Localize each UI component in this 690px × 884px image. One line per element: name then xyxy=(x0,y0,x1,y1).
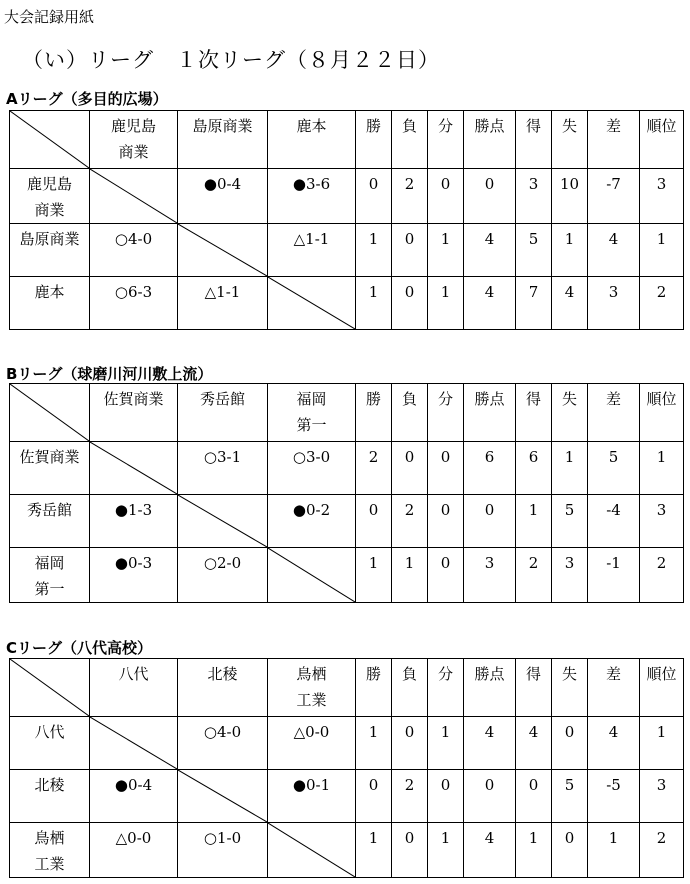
stat-cell: 1 xyxy=(640,224,684,277)
cell-diagonal xyxy=(268,548,355,602)
column-header-stat: 勝 xyxy=(356,111,392,169)
stat-cell: -7 xyxy=(588,169,640,224)
corner-diagonal xyxy=(10,384,89,441)
stat-cell: 1 xyxy=(356,548,392,603)
stat-cell: 1 xyxy=(428,224,464,277)
score-cell: △1-1 xyxy=(268,224,356,277)
table-row xyxy=(10,548,684,603)
stat-cell: 2 xyxy=(392,169,428,224)
score-cell: ○3-1 xyxy=(178,442,268,495)
diagonal-cell xyxy=(268,823,356,878)
stat-cell: 0 xyxy=(464,495,516,548)
score-cell: ○3-0 xyxy=(268,442,356,495)
column-header-stat: 分 xyxy=(428,384,464,442)
column-header-stat: 差 xyxy=(588,111,640,169)
stat-cell: 1 xyxy=(356,717,392,770)
stat-cell: 0 xyxy=(464,770,516,823)
column-header-team xyxy=(90,384,178,442)
league-title: （い）リーグ １次リーグ（８月２２日） xyxy=(22,48,440,72)
diagonal-cell xyxy=(268,548,356,603)
cell-text-line: 工業 xyxy=(296,691,327,709)
league-table xyxy=(9,383,684,603)
row-header-team xyxy=(10,717,90,770)
column-header-stat: 得 xyxy=(516,659,552,717)
stat-cell: 3 xyxy=(640,770,684,823)
column-header-stat: 得 xyxy=(516,384,552,442)
cell-text-line: 商業 xyxy=(34,201,65,219)
cell-text-line: 秀岳館 xyxy=(199,390,245,408)
table-header-row xyxy=(10,384,684,442)
row-header-team xyxy=(10,169,90,224)
column-header-stat: 分 xyxy=(428,111,464,169)
score-cell: ●0-4 xyxy=(90,770,178,823)
stat-cell: 0 xyxy=(428,169,464,224)
column-header-team xyxy=(268,659,356,717)
stat-cell: 0 xyxy=(392,224,428,277)
stat-cell: 6 xyxy=(516,442,552,495)
column-header-stat: 失 xyxy=(552,384,588,442)
cell-text-line: 第一 xyxy=(34,580,65,598)
stat-cell: 2 xyxy=(392,770,428,823)
stat-cell: 0 xyxy=(392,442,428,495)
stat-cell: 0 xyxy=(356,169,392,224)
cell-diagonal xyxy=(268,277,355,329)
column-header-stat: 勝点 xyxy=(464,659,516,717)
cell-diagonal xyxy=(178,495,267,547)
column-header-stat: 順位 xyxy=(640,384,684,442)
stat-cell: 4 xyxy=(588,717,640,770)
cell-text-line: 鹿本 xyxy=(34,283,65,301)
stat-cell: 0 xyxy=(392,277,428,330)
document-title: 大会記録用紙 xyxy=(4,8,95,26)
cell-text-line: 鳥栖 xyxy=(296,665,327,683)
stat-cell: 3 xyxy=(640,495,684,548)
stat-cell: 7 xyxy=(516,277,552,330)
stat-cell: 4 xyxy=(464,277,516,330)
column-header-stat: 分 xyxy=(428,659,464,717)
stat-cell: 2 xyxy=(640,277,684,330)
stat-cell: 0 xyxy=(356,770,392,823)
diagonal-cell xyxy=(178,770,268,823)
cell-text-line: 八代 xyxy=(34,723,65,741)
column-header-team xyxy=(178,384,268,442)
score-cell: ○4-0 xyxy=(90,224,178,277)
column-header-team xyxy=(178,659,268,717)
cell-text-line: 鹿本 xyxy=(296,117,327,135)
table-row xyxy=(10,770,684,823)
column-header-stat: 負 xyxy=(392,659,428,717)
diagonal-cell xyxy=(90,717,178,770)
stat-cell: -1 xyxy=(588,548,640,603)
row-header-team xyxy=(10,770,90,823)
table-row xyxy=(10,717,684,770)
column-header-stat: 勝点 xyxy=(464,384,516,442)
column-header-stat: 負 xyxy=(392,111,428,169)
score-cell: △1-1 xyxy=(178,277,268,330)
column-header-team xyxy=(268,111,356,169)
stat-cell: 0 xyxy=(392,717,428,770)
league-table xyxy=(9,658,684,878)
stat-cell: 3 xyxy=(464,548,516,603)
column-header-stat: 勝点 xyxy=(464,111,516,169)
cell-text-line: 島原商業 xyxy=(19,230,80,248)
stat-cell: 1 xyxy=(392,548,428,603)
cell-diagonal xyxy=(178,224,267,276)
stat-cell: 0 xyxy=(392,823,428,878)
stat-cell: 2 xyxy=(392,495,428,548)
cell-text-line: 商業 xyxy=(118,143,149,161)
stat-cell: 10 xyxy=(552,169,588,224)
table-row xyxy=(10,224,684,277)
stat-cell: 3 xyxy=(516,169,552,224)
row-header-team xyxy=(10,495,90,548)
stat-cell: 5 xyxy=(516,224,552,277)
score-cell: ●0-4 xyxy=(178,169,268,224)
stat-cell: -4 xyxy=(588,495,640,548)
row-header-team xyxy=(10,548,90,603)
stat-cell: 1 xyxy=(552,224,588,277)
stat-cell: 0 xyxy=(428,442,464,495)
cell-text-line: 秀岳館 xyxy=(26,501,72,519)
stat-cell: 2 xyxy=(640,823,684,878)
cell-text-line: 福岡 xyxy=(296,390,327,408)
stat-cell: 0 xyxy=(552,717,588,770)
column-header-stat: 失 xyxy=(552,659,588,717)
table-row xyxy=(10,442,684,495)
score-cell: ●0-2 xyxy=(268,495,356,548)
cell-diagonal xyxy=(90,717,177,769)
corner-cell xyxy=(10,659,90,717)
score-cell: ●0-3 xyxy=(90,548,178,603)
table-header-row xyxy=(10,111,684,169)
stat-cell: 4 xyxy=(464,823,516,878)
table-row xyxy=(10,169,684,224)
column-header-team xyxy=(90,111,178,169)
row-header-team xyxy=(10,277,90,330)
stat-cell: 4 xyxy=(464,224,516,277)
row-header-team xyxy=(10,442,90,495)
stat-cell: 0 xyxy=(516,770,552,823)
stat-cell: 1 xyxy=(588,823,640,878)
score-cell: △0-0 xyxy=(268,717,356,770)
column-header-stat: 失 xyxy=(552,111,588,169)
stat-cell: 1 xyxy=(356,224,392,277)
stat-cell: 1 xyxy=(428,823,464,878)
league-section-title: Aリーグ（多目的広場） xyxy=(6,90,168,108)
diagonal-cell xyxy=(90,442,178,495)
cell-diagonal xyxy=(178,770,267,822)
cell-diagonal xyxy=(90,169,177,223)
cell-text-line: 佐賀商業 xyxy=(19,448,80,466)
cell-text-line: 福岡 xyxy=(34,554,65,572)
diagonal-cell xyxy=(90,169,178,224)
stat-cell: 5 xyxy=(588,442,640,495)
column-header-stat: 勝 xyxy=(356,384,392,442)
stat-cell: 0 xyxy=(428,770,464,823)
stat-cell: 3 xyxy=(588,277,640,330)
stat-cell: 2 xyxy=(640,548,684,603)
stat-cell: 1 xyxy=(428,277,464,330)
column-header-stat: 勝 xyxy=(356,659,392,717)
table-row xyxy=(10,277,684,330)
diagonal-cell xyxy=(268,277,356,330)
cell-text-line: 北稜 xyxy=(207,665,238,683)
stat-cell: 1 xyxy=(516,823,552,878)
stat-cell: 0 xyxy=(552,823,588,878)
stat-cell: 4 xyxy=(552,277,588,330)
column-header-stat: 順位 xyxy=(640,659,684,717)
column-header-team xyxy=(178,111,268,169)
stat-cell: 5 xyxy=(552,770,588,823)
cell-text-line: 鹿児島 xyxy=(26,175,72,193)
corner-cell xyxy=(10,111,90,169)
cell-text-line: 鹿児島 xyxy=(110,117,156,135)
league-section-title: Bリーグ（球磨川河川敷上流） xyxy=(6,365,213,383)
stat-cell: 1 xyxy=(552,442,588,495)
stat-cell: 1 xyxy=(640,717,684,770)
score-cell: ○1-0 xyxy=(178,823,268,878)
column-header-stat: 差 xyxy=(588,384,640,442)
column-header-stat: 負 xyxy=(392,384,428,442)
stat-cell: 0 xyxy=(428,548,464,603)
stat-cell: 1 xyxy=(640,442,684,495)
stat-cell: 1 xyxy=(356,277,392,330)
stat-cell: 5 xyxy=(552,495,588,548)
row-header-team xyxy=(10,823,90,878)
corner-diagonal xyxy=(10,659,89,716)
stat-cell: 3 xyxy=(640,169,684,224)
stat-cell: 1 xyxy=(428,717,464,770)
stat-cell: 0 xyxy=(464,169,516,224)
table-header-row xyxy=(10,659,684,717)
column-header-stat: 得 xyxy=(516,111,552,169)
stat-cell: 0 xyxy=(428,495,464,548)
table-row xyxy=(10,823,684,878)
corner-diagonal xyxy=(10,111,89,168)
table-row xyxy=(10,495,684,548)
score-cell: ●1-3 xyxy=(90,495,178,548)
column-header-stat: 順位 xyxy=(640,111,684,169)
league-section-title: Cリーグ（八代高校） xyxy=(6,639,153,657)
corner-cell xyxy=(10,384,90,442)
score-cell: ○4-0 xyxy=(178,717,268,770)
column-header-stat: 差 xyxy=(588,659,640,717)
stat-cell: 1 xyxy=(356,823,392,878)
score-cell: ○2-0 xyxy=(178,548,268,603)
diagonal-cell xyxy=(178,495,268,548)
stat-cell: 3 xyxy=(552,548,588,603)
stat-cell: 6 xyxy=(464,442,516,495)
stat-cell: 4 xyxy=(516,717,552,770)
score-cell: ○6-3 xyxy=(90,277,178,330)
cell-text-line: 北稜 xyxy=(34,776,65,794)
cell-text-line: 工業 xyxy=(34,855,65,873)
column-header-team xyxy=(90,659,178,717)
column-header-team xyxy=(268,384,356,442)
league-table xyxy=(9,110,684,330)
stat-cell: 2 xyxy=(356,442,392,495)
stat-cell: 0 xyxy=(356,495,392,548)
stat-cell: -5 xyxy=(588,770,640,823)
cell-diagonal xyxy=(90,442,177,494)
score-cell: ●3-6 xyxy=(268,169,356,224)
cell-text-line: 佐賀商業 xyxy=(103,390,164,408)
score-cell: △0-0 xyxy=(90,823,178,878)
row-header-team xyxy=(10,224,90,277)
diagonal-cell xyxy=(178,224,268,277)
stat-cell: 2 xyxy=(516,548,552,603)
cell-text-line: 八代 xyxy=(118,665,149,683)
cell-text-line: 鳥栖 xyxy=(34,829,65,847)
cell-text-line: 島原商業 xyxy=(192,117,253,135)
cell-text-line: 第一 xyxy=(296,416,327,434)
cell-diagonal xyxy=(268,823,355,877)
score-cell: ●0-1 xyxy=(268,770,356,823)
stat-cell: 4 xyxy=(464,717,516,770)
stat-cell: 1 xyxy=(516,495,552,548)
stat-cell: 4 xyxy=(588,224,640,277)
